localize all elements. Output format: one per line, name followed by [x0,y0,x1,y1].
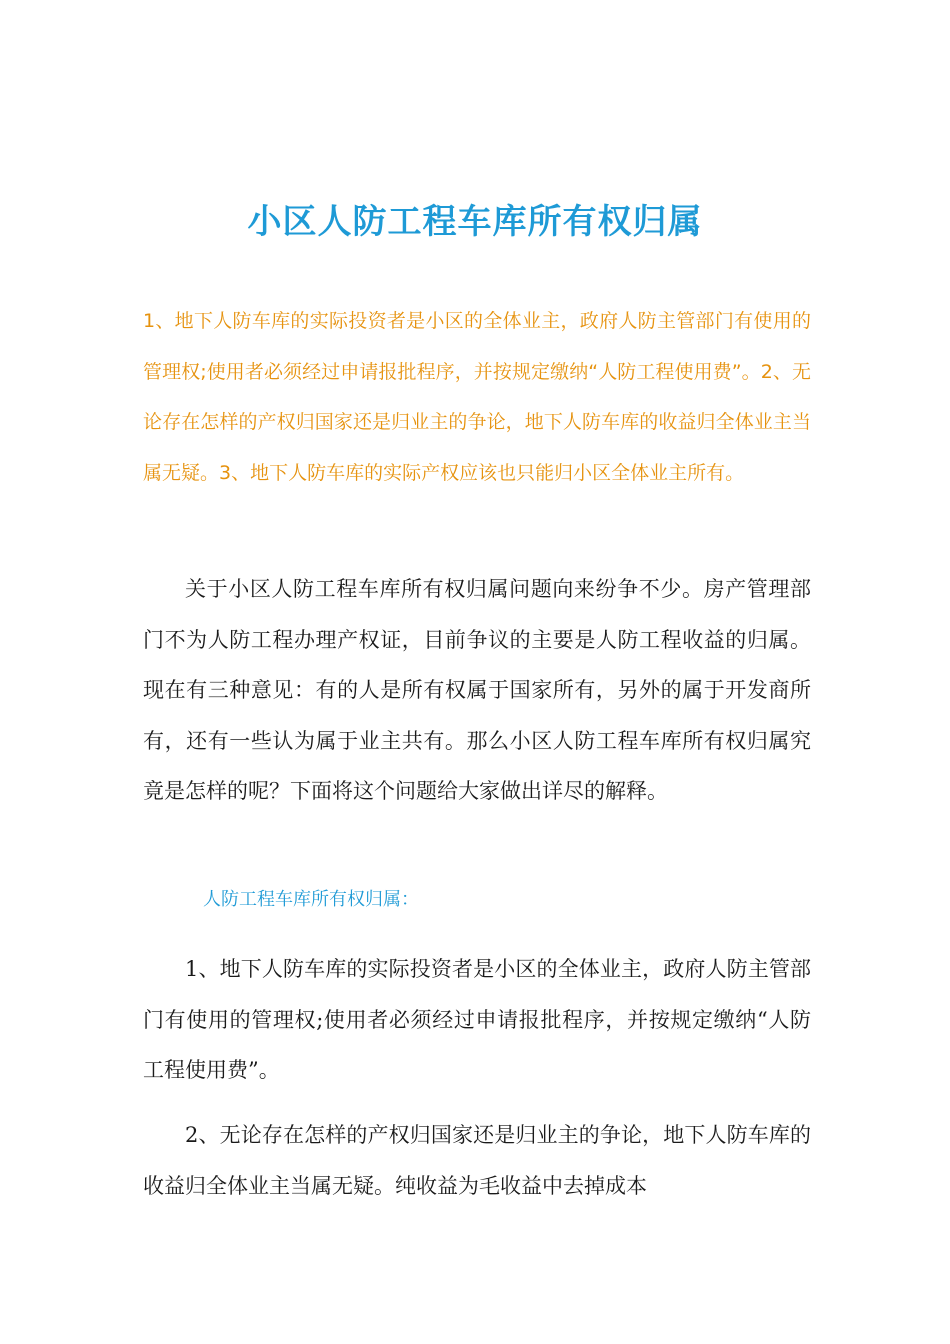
summary-paragraph: 1、地下人防车库的实际投资者是小区的全体业主，政府人防主管部门有使用的管理权;使用者必须经过申请报批程序，并按规定缴纳“人防工程使用费”。2、无论存在怎样的产权归国家还是归业主的争论，地下人防车库的收益归全体业主当属无疑。3、地下人防车库的实际产权应该也只能归小区全体业主所有。 [143,310,811,484]
intro-paragraph: 关于小区人防工程车库所有权归属问题向来纷争不少。房产管理部门不为人防工程办理产权证，目前争议的主要是人防工程收益的归属。现在有三种意见：有的人是所有权属于国家所有，另外的属于开发商所有，还有一些认为属于业主共有。那么小区人防工程车库所有权归属究竟是怎样的呢？下面将这个问题给大家做出详尽的解释。 [143,577,811,803]
point-1-paragraph: 1、地下人防车库的实际投资者是小区的全体业主，政府人防主管部门有使用的管理权;使用者必须经过申请报批程序，并按规定缴纳“人防工程使用费”。 [143,957,811,1082]
point-2-paragraph: 2、无论存在怎样的产权归国家还是归业主的争论，地下人防车库的收益归全体业主当属无疑。纯收益为毛收益中去掉成本 [143,1123,811,1198]
document-title: 小区人防工程车库所有权归属 [247,201,703,242]
section-subheading: 人防工程车库所有权归属： [203,889,419,910]
